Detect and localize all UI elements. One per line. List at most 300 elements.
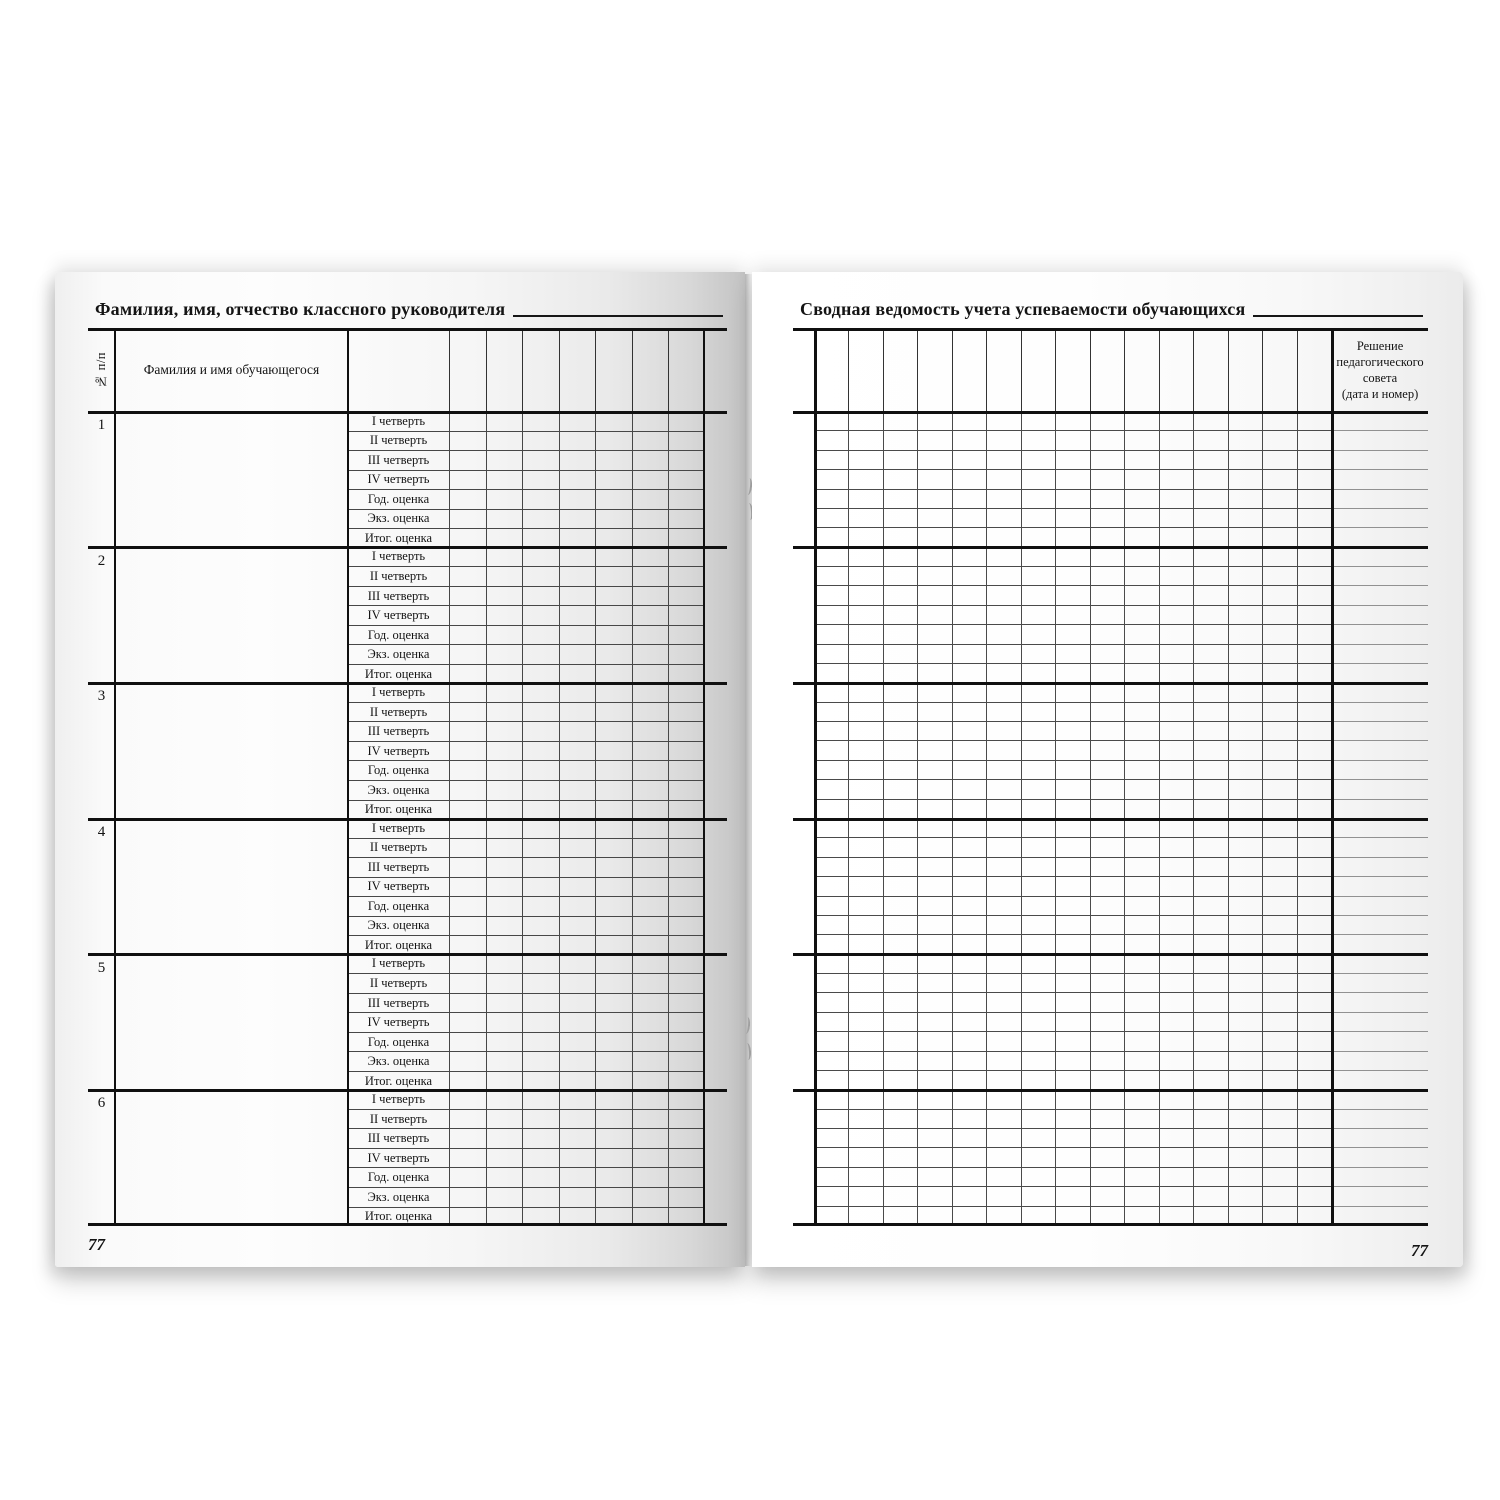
grade-cell	[1160, 858, 1194, 877]
grade-cell	[953, 664, 987, 683]
grade-cell	[1229, 509, 1263, 528]
right-title-underline	[1253, 315, 1423, 317]
grade-row-label: Итог. оценка	[348, 936, 450, 955]
grade-cell	[669, 471, 705, 490]
grade-cell	[918, 1071, 952, 1090]
grade-cell	[450, 451, 487, 470]
grade-cell	[596, 1149, 633, 1168]
grade-cell	[669, 1033, 705, 1052]
grade-row-label: IV четверть	[348, 742, 450, 761]
grade-grid-row	[815, 1052, 1428, 1071]
grade-cell	[918, 412, 952, 431]
grade-cell	[1056, 993, 1090, 1012]
right-table-header	[815, 328, 1428, 412]
grade-grid-block	[815, 1090, 1428, 1226]
grade-cell	[987, 586, 1021, 605]
grade-row	[348, 917, 705, 937]
grade-cell	[987, 606, 1021, 625]
grade-cell	[1125, 1071, 1159, 1090]
grade-row-label: Год. оценка	[348, 1168, 450, 1187]
right-page-heading	[800, 294, 1423, 320]
student-name-cell	[115, 412, 348, 548]
grade-cell	[1056, 645, 1090, 664]
grade-cell	[560, 761, 597, 780]
grade-cell	[918, 1187, 952, 1206]
grade-cell	[849, 1052, 883, 1071]
grade-cell	[669, 897, 705, 916]
grade-cell	[1022, 431, 1056, 450]
block-separator-line	[793, 818, 1428, 821]
grade-cell	[1091, 606, 1125, 625]
grade-cell	[669, 1052, 705, 1071]
grade-row-label: I четверть	[348, 548, 450, 567]
grade-cell	[1194, 451, 1228, 470]
grade-cell	[884, 935, 918, 954]
grade-cell	[849, 1090, 883, 1109]
page-number-right: 77	[1411, 1241, 1428, 1260]
grade-cell	[1160, 819, 1194, 838]
grade-grid-row	[815, 819, 1428, 838]
grade-cell	[1125, 528, 1159, 547]
grade-cell	[487, 412, 524, 431]
grade-cell	[1125, 1187, 1159, 1206]
grade-cell	[1298, 1032, 1332, 1051]
grade-cell	[953, 1013, 987, 1032]
grade-cell	[596, 936, 633, 955]
grade-cell	[953, 993, 987, 1012]
grade-grid-row	[815, 567, 1428, 586]
header-subject-cell	[815, 328, 849, 412]
grade-cell	[1263, 761, 1297, 780]
grade-cell	[523, 626, 560, 645]
grade-cell	[523, 703, 560, 722]
grade-cell	[669, 510, 705, 529]
grade-cell	[596, 1052, 633, 1071]
grade-cell	[987, 509, 1021, 528]
grade-grid-row	[815, 431, 1428, 450]
grade-cell	[1022, 1187, 1056, 1206]
grade-cell	[815, 431, 849, 450]
grade-cell	[1263, 1110, 1297, 1129]
grade-cell	[815, 1129, 849, 1148]
grade-cell	[849, 586, 883, 605]
grade-cell	[487, 722, 524, 741]
decision-cell	[1332, 645, 1428, 664]
grade-cell	[596, 819, 633, 838]
grade-row	[348, 1090, 705, 1110]
grade-row-label: Год. оценка	[348, 761, 450, 780]
grade-cell	[669, 548, 705, 567]
decision-cell	[1332, 703, 1428, 722]
header-subject-cell	[1125, 328, 1159, 412]
grade-cell	[669, 761, 705, 780]
grade-cell	[884, 1013, 918, 1032]
grade-cell	[1091, 490, 1125, 509]
grade-cell	[1160, 509, 1194, 528]
grade-cell	[953, 567, 987, 586]
grade-grid-row	[815, 625, 1428, 644]
grade-cell	[450, 645, 487, 664]
grade-cell	[918, 741, 952, 760]
grade-cell	[918, 470, 952, 489]
grade-grid-row	[815, 412, 1428, 431]
grade-cell	[487, 1129, 524, 1148]
grade-cell	[1298, 470, 1332, 489]
number-column-label: № п/п	[94, 351, 108, 389]
grade-cell	[849, 761, 883, 780]
grade-cell	[450, 1013, 487, 1032]
decision-cell	[1332, 955, 1428, 974]
right-table	[793, 328, 1428, 1226]
grade-cell	[815, 606, 849, 625]
grade-cell	[884, 1110, 918, 1129]
grade-cell	[1056, 490, 1090, 509]
grade-cell	[987, 1013, 1021, 1032]
decision-cell	[1332, 761, 1428, 780]
decision-cell	[1332, 819, 1428, 838]
grade-cell	[669, 742, 705, 761]
grade-cell	[849, 1148, 883, 1167]
grade-cell	[918, 703, 952, 722]
grade-cell	[884, 683, 918, 702]
grade-cell	[1160, 780, 1194, 799]
grade-cell	[1298, 1110, 1332, 1129]
decision-cell	[1332, 490, 1428, 509]
grade-cell	[1298, 703, 1332, 722]
student-name-cell	[115, 683, 348, 819]
grade-cell	[1229, 1148, 1263, 1167]
grade-cell	[1298, 1071, 1332, 1090]
decision-cell	[1332, 451, 1428, 470]
grade-row	[348, 858, 705, 878]
header-subject-cell	[953, 328, 987, 412]
grade-cell	[523, 587, 560, 606]
grade-grid-row	[815, 645, 1428, 664]
grade-cell	[987, 1110, 1021, 1129]
grade-cell	[918, 993, 952, 1012]
grade-cell	[596, 432, 633, 451]
grade-grid-row	[815, 761, 1428, 780]
grade-cell	[1298, 1187, 1332, 1206]
grade-cell	[487, 490, 524, 509]
grade-cell	[669, 1168, 705, 1187]
grade-cell	[487, 1110, 524, 1129]
grade-cell	[1194, 606, 1228, 625]
grade-cell	[884, 567, 918, 586]
grade-cell	[1194, 567, 1228, 586]
grade-cell	[1298, 974, 1332, 993]
grade-cell	[523, 1188, 560, 1207]
grade-cell	[1022, 877, 1056, 896]
decision-cell	[1332, 1032, 1428, 1051]
grade-cell	[596, 761, 633, 780]
grade-cell	[560, 703, 597, 722]
block-separator-line	[793, 953, 1428, 956]
grade-cell	[953, 858, 987, 877]
grade-cell	[1056, 780, 1090, 799]
grade-cell	[1160, 683, 1194, 702]
grade-cell	[450, 761, 487, 780]
student-number: 4	[97, 824, 106, 841]
grade-cell	[1160, 935, 1194, 954]
grade-cell	[1160, 548, 1194, 567]
grade-cell	[669, 412, 705, 431]
decision-cell	[1332, 838, 1428, 857]
left-page	[55, 272, 745, 1267]
grade-cell	[487, 1052, 524, 1071]
grade-cell	[815, 490, 849, 509]
grade-cell	[596, 955, 633, 974]
block-separator-line	[88, 546, 727, 549]
grade-row	[348, 761, 705, 781]
grade-cell	[1022, 935, 1056, 954]
grade-cell	[523, 606, 560, 625]
grade-cell	[1056, 664, 1090, 683]
grade-cell	[596, 858, 633, 877]
grade-cell	[884, 490, 918, 509]
grade-cell	[953, 490, 987, 509]
grade-cell	[1263, 664, 1297, 683]
grade-cell	[1056, 897, 1090, 916]
grade-cell	[1194, 780, 1228, 799]
grade-cell	[1194, 993, 1228, 1012]
grade-row	[348, 510, 705, 530]
grade-cell	[450, 471, 487, 490]
grade-cell	[953, 703, 987, 722]
grade-cell	[596, 742, 633, 761]
grade-cell	[1022, 819, 1056, 838]
grade-cell	[450, 412, 487, 431]
grade-cell	[450, 606, 487, 625]
grade-row	[348, 897, 705, 917]
grade-cell	[1298, 548, 1332, 567]
grade-cell	[987, 683, 1021, 702]
grade-cell	[918, 625, 952, 644]
grade-cell	[450, 1090, 487, 1109]
grade-cell	[1091, 993, 1125, 1012]
grade-cell	[450, 1168, 487, 1187]
grade-grid-row	[815, 1129, 1428, 1148]
grade-cell	[560, 529, 597, 548]
grade-cell	[1298, 412, 1332, 431]
grade-cell	[450, 917, 487, 936]
grade-cell	[849, 819, 883, 838]
grade-cell	[1229, 858, 1263, 877]
grade-cell	[1056, 1052, 1090, 1071]
grade-cell	[450, 858, 487, 877]
grade-cell	[669, 878, 705, 897]
grade-cell	[1263, 528, 1297, 547]
grade-cell	[633, 1149, 670, 1168]
grade-cell	[1194, 897, 1228, 916]
grade-cell	[1160, 567, 1194, 586]
decision-cell	[1332, 586, 1428, 605]
grade-cell	[1022, 548, 1056, 567]
decision-cell	[1332, 431, 1428, 450]
grade-cell	[1298, 1129, 1332, 1148]
grade-cell	[596, 510, 633, 529]
grade-cell	[1263, 509, 1297, 528]
grade-cell	[596, 1072, 633, 1091]
student-block	[88, 955, 705, 1091]
grade-cell	[1022, 1071, 1056, 1090]
grade-cell	[987, 451, 1021, 470]
grade-cell	[1125, 509, 1159, 528]
grade-cell	[487, 761, 524, 780]
grade-cell	[523, 839, 560, 858]
grade-cell	[1298, 741, 1332, 760]
grade-cell	[1022, 567, 1056, 586]
grade-cell	[669, 801, 705, 820]
left-page-title: Фамилия, имя, отчество классного руководителя	[95, 299, 506, 319]
grade-cell	[669, 917, 705, 936]
header-cell-period	[348, 328, 450, 412]
grade-cell	[633, 683, 670, 702]
grade-row	[348, 955, 705, 975]
grade-cell	[523, 897, 560, 916]
grade-row	[348, 548, 705, 568]
grade-cell	[1194, 916, 1228, 935]
grade-row-label: Экз. оценка	[348, 917, 450, 936]
grade-row-label: Итог. оценка	[348, 529, 450, 548]
grade-cell	[815, 722, 849, 741]
grade-cell	[953, 916, 987, 935]
student-grade-rows	[348, 683, 705, 819]
grade-cell	[1298, 916, 1332, 935]
grade-cell	[487, 878, 524, 897]
grade-cell	[884, 800, 918, 819]
grade-cell	[1022, 625, 1056, 644]
grade-cell	[1229, 645, 1263, 664]
grade-cell	[1194, 1110, 1228, 1129]
grade-cell	[1056, 916, 1090, 935]
grade-cell	[815, 548, 849, 567]
grade-cell	[953, 974, 987, 993]
grade-cell	[1056, 955, 1090, 974]
grade-cell	[1194, 1071, 1228, 1090]
grade-cell	[1229, 470, 1263, 489]
grade-row-label: Экз. оценка	[348, 781, 450, 800]
grade-cell	[596, 1110, 633, 1129]
grade-row	[348, 819, 705, 839]
grade-cell	[1056, 877, 1090, 896]
grade-cell	[487, 645, 524, 664]
grade-cell	[1091, 412, 1125, 431]
grade-row-label: III четверть	[348, 587, 450, 606]
grade-cell	[953, 1032, 987, 1051]
grade-row-label: III четверть	[348, 722, 450, 741]
grade-cell	[1263, 1032, 1297, 1051]
grade-cell	[1091, 548, 1125, 567]
grade-cell	[1298, 664, 1332, 683]
grade-cell	[1298, 722, 1332, 741]
grade-cell	[523, 510, 560, 529]
grade-cell	[1022, 509, 1056, 528]
book-spread	[55, 272, 1463, 1268]
grade-cell	[1229, 935, 1263, 954]
book-spine	[745, 274, 752, 1266]
grade-cell	[1091, 470, 1125, 489]
grade-cell	[1125, 916, 1159, 935]
grade-row-label: I четверть	[348, 412, 450, 431]
grade-cell	[884, 1052, 918, 1071]
grade-cell	[1160, 412, 1194, 431]
grade-cell	[1125, 1129, 1159, 1148]
grade-cell	[1160, 431, 1194, 450]
grade-cell	[815, 800, 849, 819]
grade-cell	[633, 1168, 670, 1187]
grade-row	[348, 665, 705, 684]
grade-cell	[487, 1188, 524, 1207]
grade-cell	[1229, 761, 1263, 780]
grade-cell	[1022, 1148, 1056, 1167]
grade-cell	[884, 722, 918, 741]
grade-row	[348, 1110, 705, 1130]
grade-cell	[1056, 586, 1090, 605]
grade-cell	[815, 741, 849, 760]
grade-cell	[1091, 1013, 1125, 1032]
grade-cell	[815, 1110, 849, 1129]
grade-cell	[487, 781, 524, 800]
grade-cell	[1125, 451, 1159, 470]
grade-cell	[1091, 586, 1125, 605]
grade-cell	[1194, 1013, 1228, 1032]
grade-cell	[1194, 955, 1228, 974]
grade-cell	[849, 683, 883, 702]
grade-row	[348, 412, 705, 432]
decision-header-line: совета	[1362, 371, 1398, 385]
grade-cell	[560, 548, 597, 567]
grade-cell	[1263, 625, 1297, 644]
grade-cell	[1194, 838, 1228, 857]
grade-cell	[1229, 625, 1263, 644]
grade-cell	[560, 567, 597, 586]
grade-cell	[633, 955, 670, 974]
grade-cell	[918, 586, 952, 605]
grade-cell	[953, 935, 987, 954]
grade-cell	[1091, 1090, 1125, 1109]
grade-cell	[669, 490, 705, 509]
grade-cell	[1194, 1129, 1228, 1148]
grade-cell	[633, 703, 670, 722]
grade-cell	[596, 917, 633, 936]
grade-cell	[596, 1013, 633, 1032]
grade-cell	[815, 877, 849, 896]
grade-cell	[1298, 606, 1332, 625]
grade-cell	[1160, 993, 1194, 1012]
grade-cell	[1298, 1168, 1332, 1187]
grade-cell	[884, 606, 918, 625]
grade-cell	[815, 683, 849, 702]
grade-cell	[1022, 1032, 1056, 1051]
grade-cell	[953, 1187, 987, 1206]
grade-cell	[669, 432, 705, 451]
grade-cell	[1194, 722, 1228, 741]
grade-cell	[1194, 858, 1228, 877]
grade-cell	[1125, 606, 1159, 625]
decision-header-line: Решение	[1356, 338, 1404, 353]
grade-cell	[1091, 1168, 1125, 1187]
grade-cell	[1160, 877, 1194, 896]
grade-cell	[560, 451, 597, 470]
grade-cell	[633, 665, 670, 684]
block-separator-line	[793, 1223, 1428, 1226]
grade-cell	[596, 529, 633, 548]
grade-cell	[1263, 1168, 1297, 1187]
grade-cell	[1022, 683, 1056, 702]
header-subject-cell	[1160, 328, 1194, 412]
grade-cell	[523, 471, 560, 490]
